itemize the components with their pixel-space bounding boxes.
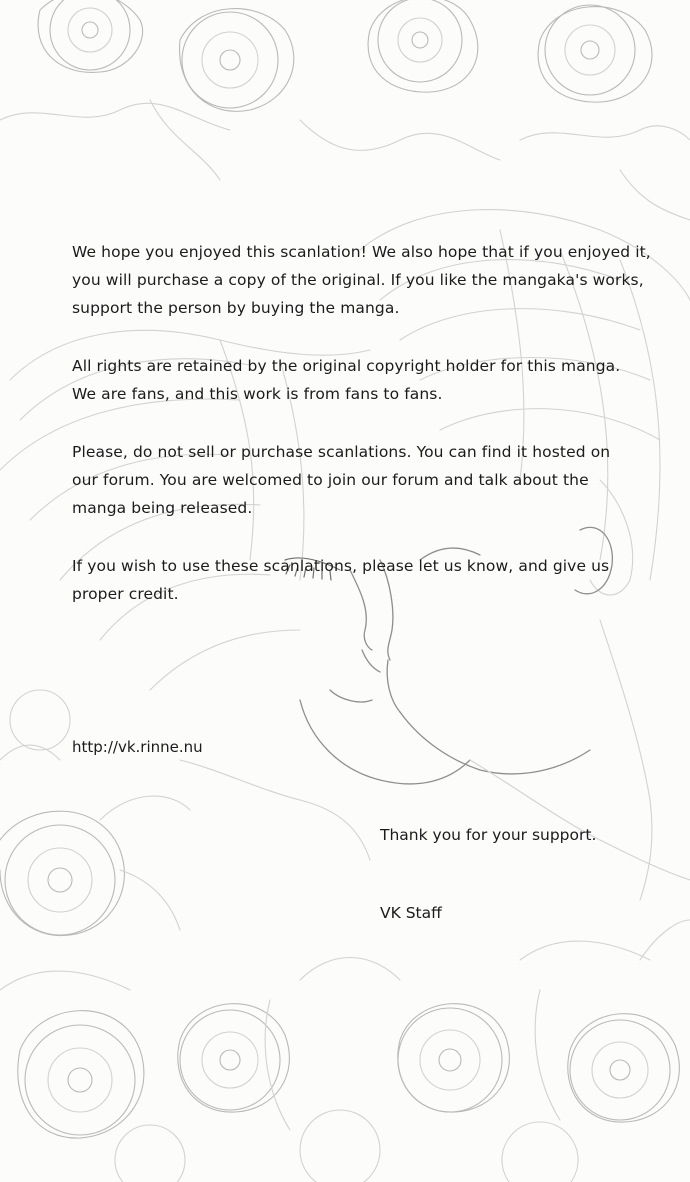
scanlation-notice <box>72 238 652 638</box>
left-flowers <box>0 690 190 936</box>
notice-paragraph-do-not-sell: Please, do not sell or purchase scanlations. You can find it hosted on our forum. You are welcomed to join our forum and talk about the manga being released. <box>72 443 611 517</box>
notice-paragraph-enjoy: We hope you enjoyed this scanlation! We also hope that if you enjoyed it, you will purchase a copy of the original. If you like the mangaka's works, support the person by buying the manga. <box>72 243 651 317</box>
thanks-line: Thank you for your support. <box>380 826 597 844</box>
top-flowers <box>0 0 690 220</box>
notice-paragraph-rights: All rights are retained by the original copyright holder for this manga. We are fans, and this work is from fans to fans. <box>72 357 621 403</box>
notice-paragraph-credit: If you wish to use these scanlations, please let us know, and give us proper credit. <box>72 557 610 603</box>
signature: VK Staff <box>380 904 442 922</box>
bottom-flowers <box>0 920 690 1182</box>
shoulders <box>180 620 690 900</box>
group-website-url: http://vk.rinne.nu <box>72 738 203 756</box>
